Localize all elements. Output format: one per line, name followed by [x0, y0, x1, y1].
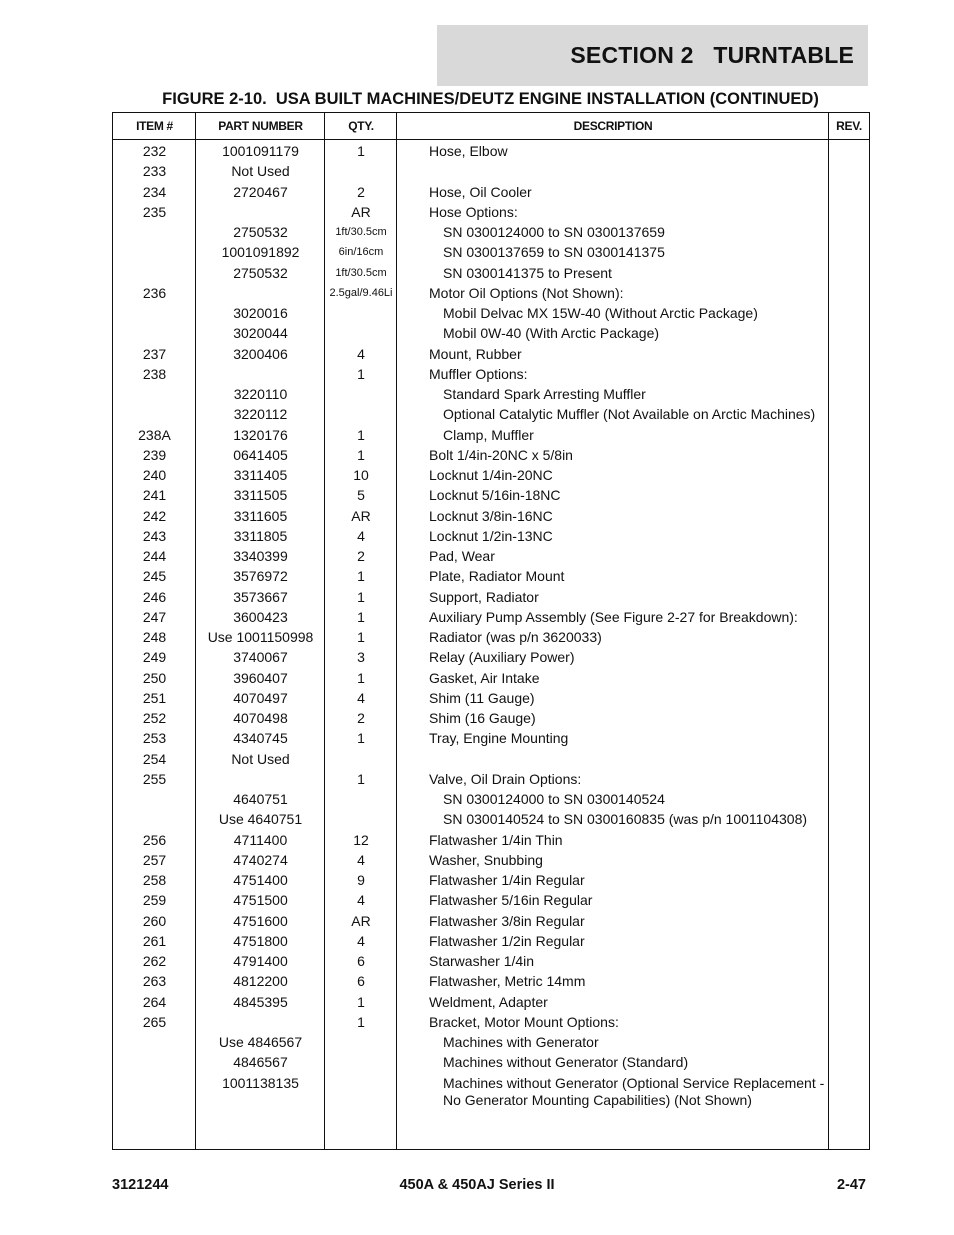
quantity: AR: [351, 507, 371, 524]
description: Washer, Snubbing: [429, 851, 543, 868]
table-row: [113, 749, 869, 769]
item-number: 248: [142, 629, 167, 645]
quantity: 2: [357, 183, 365, 200]
part-number: 3600423: [233, 608, 288, 625]
description: Flatwasher 1/2in Regular: [429, 932, 585, 949]
table-row: [113, 202, 869, 222]
quantity: 10: [353, 467, 369, 483]
item-number: [113, 323, 196, 343]
description: [429, 749, 829, 769]
parts-table: [112, 112, 870, 1150]
part-number: 4846567: [233, 1054, 288, 1071]
description: Clamp, Muffler: [443, 426, 534, 443]
table-row: [113, 647, 869, 667]
table-row: [113, 506, 869, 526]
header-item: ITEM #: [136, 119, 173, 133]
part-number: 3311605: [233, 507, 288, 524]
quantity: 4: [357, 689, 365, 706]
description: Optional Catalytic Muffler (Not Available on Arctic Machines): [443, 406, 816, 423]
quantity: 4: [357, 892, 365, 909]
table-row: [113, 890, 869, 910]
part-number: 3200406: [233, 345, 288, 362]
description: Flatwasher, Metric 14mm: [429, 973, 586, 990]
item-number: 236: [142, 284, 167, 301]
description: Hose, Oil Cooler: [429, 183, 532, 200]
item-number: 264: [142, 993, 167, 1010]
table-row: [113, 931, 869, 951]
item-number: [113, 242, 196, 262]
part-number: 3311405: [233, 467, 288, 483]
table-header: [113, 113, 869, 140]
item-number: 250: [142, 669, 167, 686]
description: Locknut 3/8in-16NC: [429, 507, 553, 524]
quantity: [325, 749, 397, 769]
quantity: 6: [357, 953, 365, 969]
description: Flatwasher 5/16in Regular: [429, 892, 593, 909]
item-number: [113, 303, 196, 323]
description: Machines with Generator: [443, 1034, 599, 1050]
part-number: 4845395: [233, 993, 288, 1010]
table-row: [113, 425, 869, 445]
part-number: 3340399: [233, 548, 288, 564]
description: Tray, Engine Mounting: [429, 730, 569, 747]
part-number: [196, 202, 325, 222]
item-number: 238A: [138, 426, 171, 443]
description: Motor Oil Options (Not Shown):: [429, 284, 624, 301]
table-row: [113, 182, 869, 202]
part-number: 4751800: [233, 932, 288, 949]
description: Locknut 1/4in-20NC: [429, 467, 553, 483]
item-number: 247: [142, 608, 167, 625]
part-number: 4340745: [233, 730, 288, 747]
quantity: 1: [357, 446, 365, 463]
item-number: 232: [142, 143, 167, 159]
table-row: [113, 222, 869, 242]
quantity: 1: [357, 568, 365, 585]
quantity: 1: [357, 730, 365, 747]
table-row: [113, 546, 869, 566]
description: Bolt 1/4in-20NC x 5/8in: [429, 446, 573, 463]
description: Starwasher 1/4in: [429, 953, 535, 969]
quantity: 1: [357, 1013, 365, 1030]
part-number: 3020016: [233, 305, 288, 321]
part-number: 3960407: [233, 669, 288, 686]
part-number: 1001091892: [221, 244, 300, 261]
quantity: 1ft/30.5cm: [335, 266, 387, 279]
quantity: [325, 323, 397, 343]
quantity: [325, 161, 397, 181]
table-row: [113, 384, 869, 404]
table-row: [113, 445, 869, 465]
description: Locknut 1/2in-13NC: [429, 527, 553, 544]
item-number: 255: [142, 770, 167, 787]
part-number: [196, 769, 325, 789]
part-number: 1320176: [233, 426, 288, 443]
description: Machines without Generator (Optional Service Replacement - No Generator Mounting Capabilities) (Not Shown): [443, 1074, 825, 1108]
table-row: [113, 526, 869, 546]
quantity: AR: [351, 203, 371, 220]
quantity: 4: [357, 932, 365, 949]
part-number: Use 1001150998: [207, 629, 314, 645]
table-row: [113, 283, 869, 303]
table-row: [113, 830, 869, 850]
quantity: [325, 1052, 397, 1072]
item-number: [113, 1052, 196, 1072]
part-number: 4751400: [233, 872, 288, 888]
part-number: 1001091179: [222, 143, 299, 159]
part-number: [196, 283, 325, 303]
table-row: [113, 911, 869, 931]
part-number: 0641405: [233, 446, 288, 463]
part-number: 3311505: [233, 487, 288, 504]
table-row: [113, 708, 869, 728]
item-number: 258: [142, 872, 167, 888]
quantity: 1: [357, 629, 365, 645]
part-number: [196, 364, 325, 384]
item-number: 244: [142, 548, 167, 564]
quantity: 5: [357, 487, 365, 504]
item-number: [113, 809, 196, 829]
description: SN 0300124000 to SN 0300137659: [443, 224, 665, 240]
quantity: 1ft/30.5cm: [335, 226, 387, 238]
quantity: 6: [357, 973, 365, 990]
part-number: [196, 1012, 325, 1032]
table-row: [113, 769, 869, 789]
table-row: [113, 1052, 869, 1072]
table-row: [113, 971, 869, 991]
item-number: [113, 222, 196, 242]
description: Valve, Oil Drain Options:: [429, 770, 582, 787]
quantity: 2: [357, 710, 365, 726]
item-number: 254: [142, 750, 167, 767]
part-number: 3311805: [233, 527, 288, 544]
table-row: [113, 587, 869, 607]
quantity: 4: [357, 851, 365, 868]
quantity: [325, 404, 397, 424]
part-number: 4640751: [233, 791, 288, 807]
quantity: 2: [357, 548, 365, 564]
part-number: 3220110: [233, 386, 288, 402]
part-number: 4791400: [233, 953, 288, 969]
description: Mobil Delvac MX 15W-40 (Without Arctic Package): [443, 305, 758, 321]
description: Flatwasher 1/4in Thin: [429, 831, 563, 848]
description: Auxiliary Pump Assembly (See Figure 2-27 for Breakdown):: [429, 608, 798, 625]
quantity: 1: [357, 426, 365, 443]
item-number: 252: [142, 710, 167, 726]
part-number: 4711400: [233, 831, 288, 848]
description: Machines without Generator (Standard): [443, 1054, 689, 1071]
description: Locknut 5/16in-18NC: [429, 487, 561, 504]
part-number: 4751600: [233, 912, 288, 929]
table-row: [113, 263, 869, 283]
quantity: 4: [357, 345, 365, 362]
part-number: 2750532: [233, 264, 288, 281]
section-title: SECTION 2 TURNTABLE: [570, 42, 854, 68]
quantity: [325, 303, 397, 323]
part-number: 2720467: [233, 183, 288, 200]
description: Flatwasher 1/4in Regular: [429, 872, 585, 888]
table-row: [113, 161, 869, 181]
quantity: 12: [353, 831, 369, 848]
item-number: 235: [142, 203, 167, 220]
item-number: 260: [142, 912, 167, 929]
description: Flatwasher 3/8in Regular: [429, 912, 585, 929]
part-number: 4070498: [233, 710, 288, 726]
quantity: 1: [357, 365, 365, 382]
item-number: [113, 1073, 196, 1093]
quantity: 9: [357, 872, 365, 888]
description: Hose Options:: [429, 203, 518, 220]
quantity: AR: [351, 912, 371, 929]
table-row: [113, 668, 869, 688]
item-number: 238: [142, 365, 167, 382]
part-number: 4751500: [233, 892, 288, 909]
part-number: 4740274: [233, 851, 288, 868]
part-number: 3020044: [233, 325, 288, 342]
item-number: 245: [142, 568, 167, 585]
quantity: 1: [357, 143, 365, 159]
description: Gasket, Air Intake: [429, 669, 540, 686]
table-row: [113, 566, 869, 586]
quantity: 3: [357, 649, 365, 666]
part-number: Use 4846567: [218, 1034, 303, 1050]
item-number: 233: [142, 163, 167, 180]
description: Mobil 0W-40 (With Arctic Package): [443, 325, 660, 342]
description: SN 0300140524 to SN 0300160835 (was p/n 1001104308): [443, 811, 808, 828]
description: Radiator (was p/n 3620033): [429, 629, 602, 645]
header-part-number: PART NUMBER: [218, 119, 303, 133]
item-number: 251: [142, 689, 167, 706]
table-row: [113, 951, 869, 971]
item-number: [113, 1032, 196, 1052]
quantity: 1: [357, 588, 365, 605]
item-number: [113, 384, 196, 404]
item-number: [113, 263, 196, 283]
table-row: [113, 141, 869, 161]
part-number: 3220112: [233, 406, 288, 423]
item-number: 253: [142, 730, 167, 747]
footer-model: 450A & 450AJ Series II: [399, 1177, 555, 1193]
description: SN 0300141375 to Present: [443, 264, 612, 281]
description: Muffler Options:: [429, 365, 528, 382]
quantity: 4: [357, 527, 365, 544]
part-number: Use 4640751: [218, 811, 303, 828]
item-number: 256: [142, 831, 167, 848]
part-number: 3740067: [233, 649, 288, 666]
table-row: [113, 850, 869, 870]
quantity: [325, 1032, 397, 1052]
description: Plate, Radiator Mount: [429, 568, 565, 585]
section-header: [437, 25, 868, 86]
description: Hose, Elbow: [429, 143, 508, 159]
quantity: [325, 809, 397, 829]
header-description: DESCRIPTION: [573, 119, 653, 133]
table-row: [113, 870, 869, 890]
table-row: [113, 809, 869, 829]
item-number: [113, 789, 196, 809]
table-row: [113, 607, 869, 627]
item-number: 246: [142, 588, 167, 605]
table-row: [113, 404, 869, 424]
part-number: 3573667: [233, 588, 288, 605]
table-row: [113, 303, 869, 323]
table-row: [113, 1073, 869, 1108]
footer-page-number: 2-47: [836, 1177, 866, 1193]
table-row: [113, 364, 869, 384]
quantity: 1: [357, 993, 365, 1010]
item-number: 257: [142, 851, 167, 868]
description: SN 0300137659 to SN 0300141375: [443, 244, 665, 261]
quantity: 1: [357, 669, 365, 686]
item-number: 262: [142, 953, 167, 969]
quantity: 1: [357, 608, 365, 625]
item-number: 263: [142, 973, 167, 990]
part-number: Not Used: [231, 750, 290, 767]
quantity: [325, 1073, 397, 1093]
part-number: 4812200: [233, 973, 288, 990]
item-number: 242: [142, 507, 167, 524]
quantity: [325, 384, 397, 404]
item-number: [113, 404, 196, 424]
item-number: 239: [142, 446, 167, 463]
part-number: 2750532: [233, 224, 288, 240]
footer-doc-number: 3121244: [112, 1177, 169, 1193]
description: [429, 161, 829, 181]
table-row: [113, 728, 869, 748]
description: SN 0300124000 to SN 0300140524: [443, 791, 665, 807]
table-row: [113, 344, 869, 364]
figure-title: FIGURE 2-10. USA BUILT MACHINES/DEUTZ ENGINE INSTALLATION (CONTINUED): [162, 90, 819, 108]
table-row: [113, 688, 869, 708]
quantity: 6in/16cm: [338, 246, 384, 259]
table-row: [113, 627, 869, 647]
description: Weldment, Adapter: [429, 993, 548, 1010]
item-number: 261: [142, 932, 167, 949]
table-row: [113, 323, 869, 343]
table-row: [113, 1032, 869, 1052]
quantity: [325, 789, 397, 809]
quantity: 1: [357, 770, 365, 787]
table-row: [113, 789, 869, 809]
part-number: 3576972: [233, 568, 288, 585]
item-number: 243: [142, 527, 167, 544]
part-number: 1001138135: [222, 1074, 299, 1091]
table-row: [113, 992, 869, 1012]
quantity: 2.5gal/9.46Li: [329, 286, 393, 299]
description: Shim (16 Gauge): [429, 710, 536, 726]
table-row: [113, 485, 869, 505]
item-number: 240: [142, 467, 167, 483]
item-number: 249: [142, 649, 167, 666]
item-number: 241: [142, 487, 167, 504]
part-number: 4070497: [233, 689, 288, 706]
item-number: 234: [142, 183, 167, 200]
part-number: Not Used: [231, 163, 290, 180]
description: Pad, Wear: [429, 548, 495, 564]
header-qty: QTY.: [348, 119, 374, 133]
item-number: 259: [142, 892, 167, 909]
table-row: [113, 1012, 869, 1032]
table-row: [113, 465, 869, 485]
description: Bracket, Motor Mount Options:: [429, 1013, 619, 1030]
description: Support, Radiator: [429, 588, 539, 605]
description: Relay (Auxiliary Power): [429, 649, 575, 666]
description: Mount, Rubber: [429, 345, 522, 362]
item-number: 237: [142, 345, 167, 362]
item-number: 265: [142, 1013, 167, 1030]
header-rev: REV.: [836, 119, 862, 133]
description: Shim (11 Gauge): [429, 689, 535, 706]
table-row: [113, 242, 869, 262]
description: Standard Spark Arresting Muffler: [443, 386, 646, 402]
